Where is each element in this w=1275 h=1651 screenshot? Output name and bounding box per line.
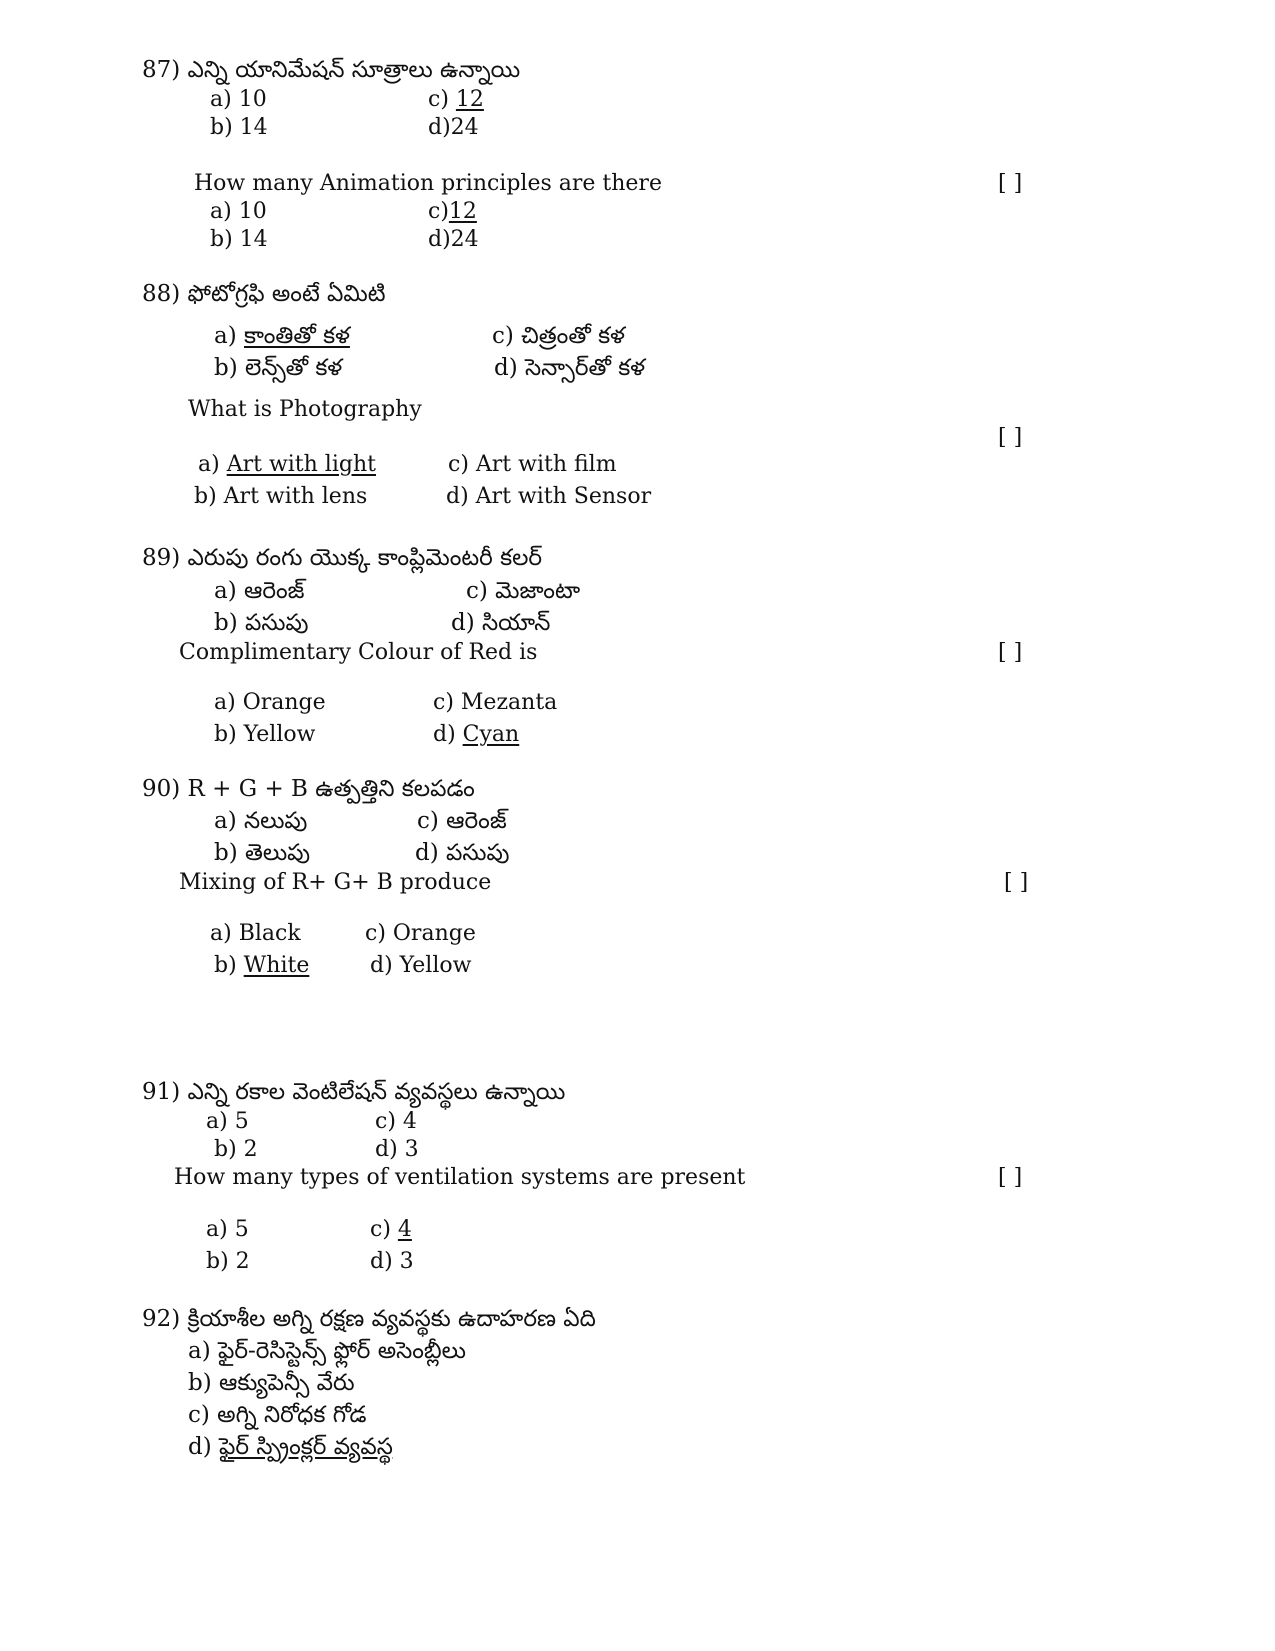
q90-en-option-b-prefix: b) bbox=[214, 953, 237, 978]
q87-te-option-c bbox=[428, 86, 484, 114]
q87-en-option-c-answer: 12 bbox=[448, 199, 477, 224]
q87-te-option-a: a) 10 bbox=[210, 87, 267, 112]
q92-te-option-a-text: ఫైర్-రెసిస్టెన్స్ ఫ్లోర్ అసెంబ్లీలు bbox=[218, 1338, 466, 1364]
q91-te-question: 91) ఎన్ని రకాల వెంటిలేషన్ వ్యవస్థలు ఉన్నాయి bbox=[142, 1079, 566, 1105]
q90-te-option-a: a) నలుపు bbox=[214, 808, 308, 834]
q92-te-option-c bbox=[188, 1401, 367, 1429]
q89-answer-bracket: [ ] bbox=[998, 640, 1023, 665]
q89-te-option-b: b) పసుపు bbox=[214, 610, 309, 636]
q89-en-option-c: c) Mezanta bbox=[433, 690, 558, 715]
q89-en-option-a: a) Orange bbox=[214, 690, 326, 715]
q92-te-option-b bbox=[188, 1369, 355, 1397]
q90-en-option-c: c) Orange bbox=[365, 921, 476, 946]
q89-en-question: Complimentary Colour of Red is bbox=[179, 640, 538, 665]
q89-en-option-d bbox=[433, 721, 519, 749]
q92-te-option-d bbox=[188, 1433, 393, 1461]
q89-te-option-c: c) మెజాంటా bbox=[466, 578, 581, 604]
q89-te-question: 89) ఎరుపు రంగు యొక్క కాంప్లిమెంటరీ కలర్ bbox=[142, 545, 543, 571]
q92-te-question: 92) క్రియాశీల అగ్ని రక్షణ వ్యవస్థకు ఉదాహరణ ఏది bbox=[142, 1306, 596, 1332]
q87-te-option-c-prefix: c) bbox=[428, 87, 449, 112]
q91-en-option-a: a) 5 bbox=[206, 1217, 249, 1242]
q91-te-option-d: d) 3 bbox=[375, 1137, 419, 1162]
q88-en-option-b: b) Art with lens bbox=[194, 484, 368, 509]
q87-te-option-b: b) 14 bbox=[210, 115, 268, 140]
q89-te-option-a: a) ఆరెంజ్ bbox=[214, 578, 305, 604]
q87-answer-bracket: [ ] bbox=[998, 171, 1023, 196]
q92-te-option-a bbox=[188, 1337, 466, 1365]
q90-te-option-c: c) ఆరెంజ్ bbox=[417, 808, 507, 834]
q90-answer-bracket: [ ] bbox=[1004, 870, 1029, 895]
q89-en-option-d-prefix: d) bbox=[433, 722, 456, 747]
q89-en-option-d-answer: Cyan bbox=[462, 722, 520, 747]
q92-te-option-a-prefix: a) bbox=[188, 1338, 211, 1364]
q87-te-question: 87) ఎన్ని యానిమేషన్ సూత్రాలు ఉన్నాయి bbox=[142, 57, 521, 83]
q88-en-option-a-answer: Art with light bbox=[226, 452, 376, 477]
q87-en-option-a: a) 10 bbox=[210, 199, 267, 224]
q91-en-option-b: b) 2 bbox=[206, 1249, 250, 1274]
q88-en-option-c: c) Art with film bbox=[448, 452, 617, 477]
q92-te-option-c-prefix: c) bbox=[188, 1402, 210, 1428]
q88-en-option-d: d) Art with Sensor bbox=[446, 484, 652, 509]
q91-en-option-c-answer: 4 bbox=[397, 1217, 412, 1242]
q87-en-question: How many Animation principles are there bbox=[194, 171, 662, 196]
q88-en-option-a-prefix: a) bbox=[198, 452, 220, 477]
q92-te-option-d-prefix: d) bbox=[188, 1434, 212, 1460]
q91-en-option-c-prefix: c) bbox=[370, 1217, 391, 1242]
q91-en-question: How many types of ventilation systems are present bbox=[174, 1165, 746, 1190]
q90-te-option-d: d) పసుపు bbox=[415, 840, 510, 866]
q90-te-option-b: b) తెలుపు bbox=[214, 840, 311, 866]
q88-te-option-a-prefix: a) bbox=[214, 323, 237, 349]
q91-answer-bracket: [ ] bbox=[998, 1165, 1023, 1190]
q91-en-option-d: d) 3 bbox=[370, 1249, 414, 1274]
q90-en-option-a: a) Black bbox=[210, 921, 301, 946]
q91-te-option-b: b) 2 bbox=[214, 1137, 258, 1162]
q90-en-question: Mixing of R+ G+ B produce bbox=[179, 870, 492, 895]
q92-te-option-d-answer: ఫైర్ స్ప్రింక్లర్ వ్యవస్థ bbox=[219, 1434, 393, 1460]
q88-te-option-d: d) సెన్సార్‌తో కళ bbox=[494, 355, 646, 381]
q90-en-option-b bbox=[214, 952, 309, 980]
q88-te-question: 88) ఫోటోగ్రఫి అంటే ఏమిటి bbox=[142, 281, 386, 307]
q90-te-question: 90) R + G + B ఉత్పత్తిని కలపడం bbox=[142, 776, 475, 802]
q88-en-option-a bbox=[198, 451, 376, 479]
q89-te-option-d: d) సియాన్ bbox=[451, 610, 551, 636]
q92-te-option-c-text: అగ్ని నిరోధక గోడ bbox=[217, 1402, 367, 1428]
q88-te-option-c: c) చిత్రంతో కళ bbox=[492, 323, 625, 349]
q87-te-option-d: d)24 bbox=[428, 115, 479, 140]
q87-en-option-c-prefix: c) bbox=[428, 199, 449, 224]
q88-te-option-a-answer: కాంతితో కళ bbox=[244, 323, 350, 349]
q87-en-option-c bbox=[428, 198, 477, 226]
q91-te-option-a: a) 5 bbox=[206, 1109, 249, 1134]
q87-en-option-d: d)24 bbox=[428, 227, 479, 252]
q88-te-option-a bbox=[214, 322, 350, 350]
q92-te-option-b-prefix: b) bbox=[188, 1370, 212, 1396]
q91-en-option-c bbox=[370, 1216, 412, 1244]
q87-te-option-c-answer: 12 bbox=[455, 87, 484, 112]
q89-en-option-b: b) Yellow bbox=[214, 722, 316, 747]
q88-answer-bracket: [ ] bbox=[998, 425, 1023, 450]
q90-en-option-b-answer: White bbox=[243, 953, 310, 978]
q90-en-option-d: d) Yellow bbox=[370, 953, 472, 978]
q87-en-option-b: b) 14 bbox=[210, 227, 268, 252]
q88-en-question: What is Photography bbox=[188, 397, 422, 422]
q88-te-option-b: b) లెన్స్‌తో కళ bbox=[214, 355, 343, 381]
q92-te-option-b-text: ఆక్యుపెన్సీ వేరు bbox=[219, 1370, 355, 1396]
q91-te-option-c: c) 4 bbox=[375, 1109, 417, 1134]
